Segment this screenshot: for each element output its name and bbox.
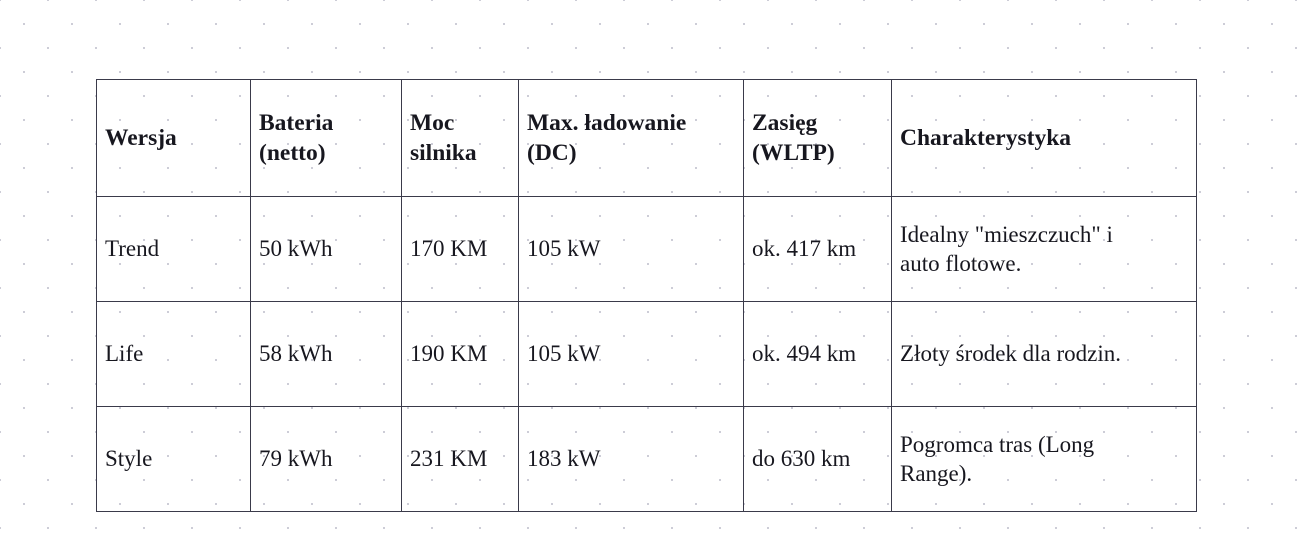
- cell-bateria: 79 kWh: [251, 407, 402, 512]
- cell-charakterystyka-line-1: Pogromca tras (Long: [900, 431, 1095, 457]
- column-header-zasieg-line-1: Zasięg: [752, 109, 818, 136]
- column-header-ladowanie-line-2: (DC): [527, 140, 577, 166]
- column-header-moc-line-1: Moc: [410, 109, 455, 136]
- column-header-wersja-line-1: Wersja: [105, 124, 177, 151]
- spec-table-container: [96, 79, 1196, 512]
- column-header-zasieg: [744, 80, 892, 197]
- column-header-moc-silnika: [402, 80, 519, 197]
- cell-wersja: Life: [97, 302, 251, 407]
- table-row: [97, 407, 1197, 512]
- cell-charakterystyka: [892, 197, 1197, 302]
- cell-bateria: 50 kWh: [251, 197, 402, 302]
- column-header-charakterystyka: [892, 80, 1197, 197]
- column-header-wersja: [97, 80, 251, 197]
- cell-charakterystyka-line-2: Range).: [900, 461, 973, 486]
- column-header-bateria-line-1: Bateria: [259, 109, 334, 136]
- column-header-bateria-line-2: (netto): [259, 140, 326, 166]
- cell-zasieg: do 630 km: [744, 407, 892, 512]
- cell-wersja: Trend: [97, 197, 251, 302]
- column-header-moc-line-2: silnika: [410, 140, 477, 166]
- cell-wersja: Style: [97, 407, 251, 512]
- table-row: [97, 302, 1197, 407]
- table-row: [97, 197, 1197, 302]
- cell-zasieg: ok. 494 km: [744, 302, 892, 407]
- table-body: [97, 197, 1197, 512]
- cell-ladowanie: 105 kW: [519, 302, 744, 407]
- cell-charakterystyka-line-1: Idealny "mieszczuch" i: [900, 221, 1113, 247]
- cell-charakterystyka-line-2: auto flotowe.: [900, 251, 1022, 276]
- cell-charakterystyka: [892, 407, 1197, 512]
- vehicle-spec-table: [96, 79, 1197, 512]
- column-header-charakterystyka-line-1: Charakterystyka: [900, 124, 1072, 151]
- cell-zasieg: ok. 417 km: [744, 197, 892, 302]
- cell-bateria: 58 kWh: [251, 302, 402, 407]
- table-header: [97, 80, 1197, 197]
- cell-ladowanie: 105 kW: [519, 197, 744, 302]
- column-header-max-ladowanie: [519, 80, 744, 197]
- cell-ladowanie: 183 kW: [519, 407, 744, 512]
- cell-moc: 231 KM: [402, 407, 519, 512]
- cell-moc: 170 KM: [402, 197, 519, 302]
- column-header-ladowanie-line-1: Max. ładowanie: [527, 109, 687, 136]
- cell-moc: 190 KM: [402, 302, 519, 407]
- cell-charakterystyka: [892, 302, 1197, 407]
- table-header-row: [97, 80, 1197, 197]
- column-header-zasieg-line-2: (WLTP): [752, 140, 835, 166]
- column-header-bateria: [251, 80, 402, 197]
- cell-charakterystyka-line-1: Złoty środek dla rodzin.: [900, 341, 1122, 367]
